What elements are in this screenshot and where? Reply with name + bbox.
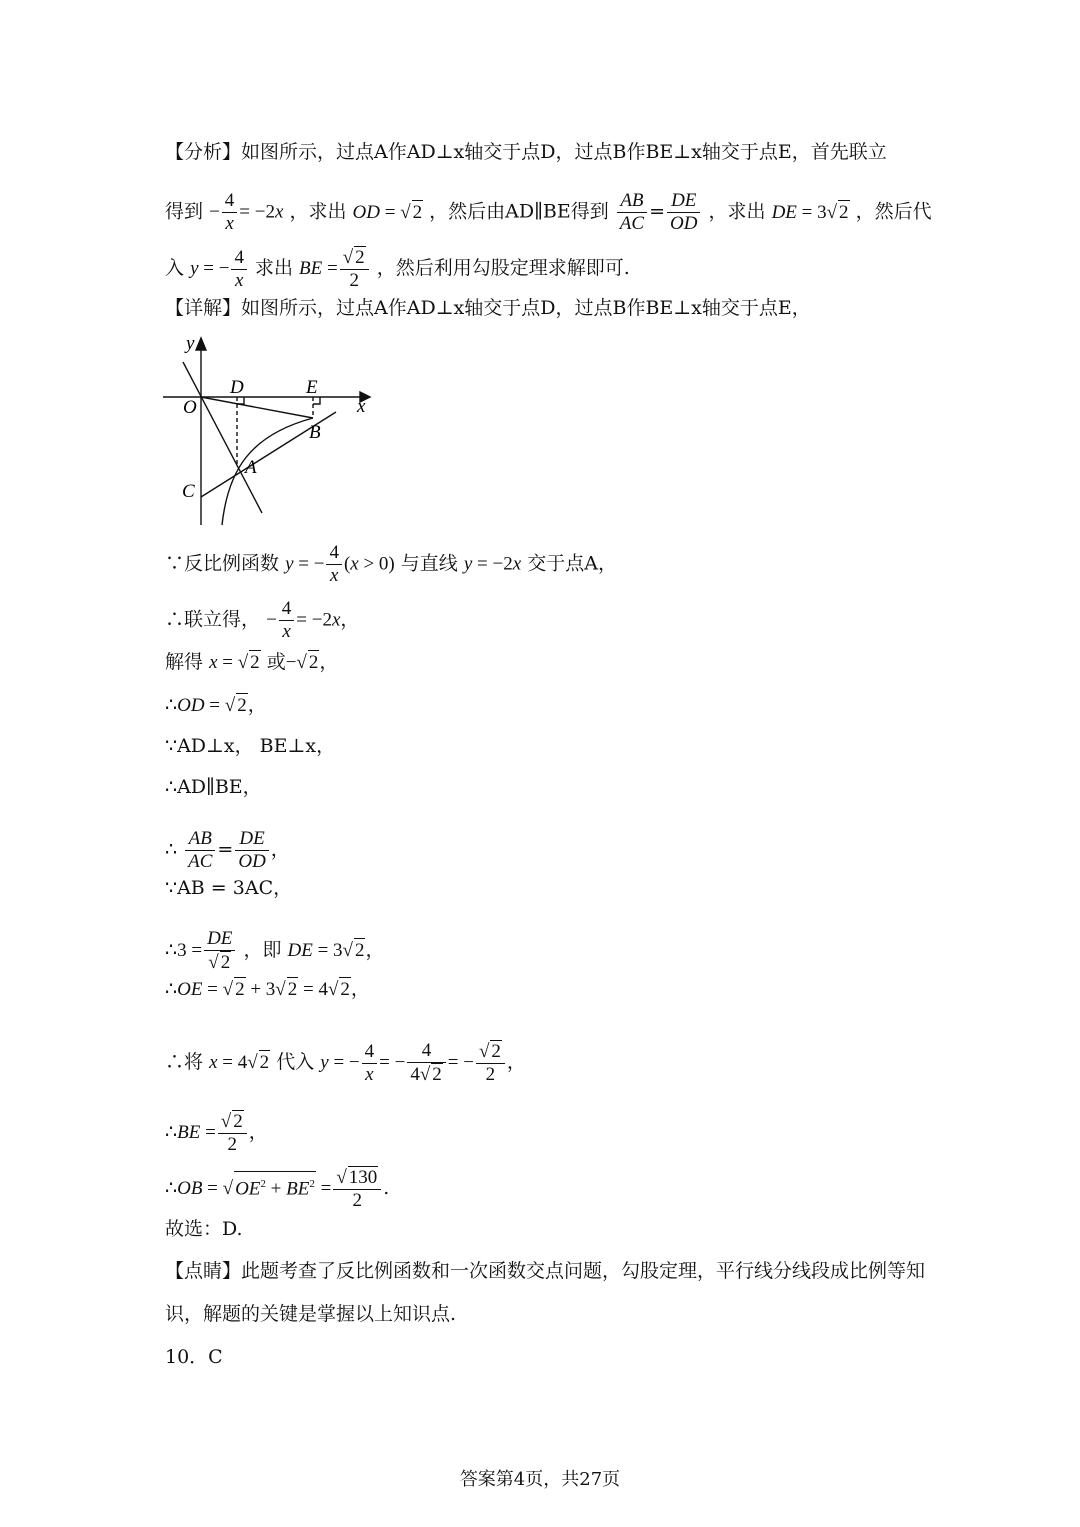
label-x: x <box>357 396 366 417</box>
remark-tag: 【点睛】 <box>165 1260 242 1282</box>
detail-tag: 【详解】 <box>165 297 242 319</box>
line-through-A <box>183 362 262 513</box>
analysis-line-2: 得到 − $\frac{4}{x}$ = −2x ，求出 OD = √ 2 ，然后由AD∥BE得到 $\frac{AB}{AC}$ = $\frac{DE}{OD}$ ，求出 DE = 3√ 2 ，然后代 <box>165 190 932 234</box>
label-A: A <box>245 457 257 478</box>
step-4: ∴OD = √ 2， <box>165 694 267 716</box>
right-angle-D <box>237 397 244 404</box>
step-11: ∴将 x = 4√ 2 代入 y = − $\frac{4}{x}$ = − $\frac{4}{4√ 2}$ = − $\frac{√ 2}{2}$ ， <box>165 1040 526 1085</box>
step-8: ∵AB = 3AC， <box>165 877 293 899</box>
step-3: 解得 x = √ 2 或−√ 2， <box>165 651 339 673</box>
remark-line-1: 【点睛】此题考查了反比例函数和一次函数交点问题，勾股定理，平行线分线段成比例等知 <box>165 1260 926 1282</box>
analysis-line-3: 入 y = − $\frac{4}{x}$ 求出 BE = $\frac{√ 2}{2}$ ，然后利用勾股定理求解即可. <box>165 246 630 291</box>
segment-OB <box>201 397 313 418</box>
geometry-figure <box>160 332 380 532</box>
label-D: D <box>230 377 244 398</box>
step-14: 故选：D. <box>165 1218 243 1240</box>
step-13: ∴OB = √ $OE^2 + BE^2$ = $\frac{√ 130}{2}$ . <box>165 1167 390 1211</box>
label-E: E <box>306 377 318 398</box>
remark-line-2: 识，解题的关键是掌握以上知识点. <box>165 1303 457 1325</box>
label-B: B <box>309 422 321 443</box>
step-7: ∴ $\frac{AB}{AC}$ = $\frac{DE}{OD}$ ， <box>165 828 290 872</box>
page-footer: 答案第4页，共27页 <box>459 1469 621 1490</box>
label-y: y <box>186 333 195 354</box>
hyperbola-curve <box>222 418 313 525</box>
analysis-tag: 【分析】 <box>165 141 242 163</box>
step-6: ∴AD∥BE， <box>165 776 262 798</box>
y-axis-arrow <box>196 338 206 350</box>
label-O: O <box>183 397 197 418</box>
step-2: ∴联立得， − $\frac{4}{x}$ = −2x， <box>165 598 360 642</box>
label-C: C <box>182 481 195 502</box>
step-10: ∴OE = √ 2 + 3√ 2 = 4√ 2， <box>165 978 370 1000</box>
step-1: ∵反比例函数 y = − $\frac{4}{x}$ (x > 0) 与直线 y = −2x 交于点A， <box>165 542 617 586</box>
step-12: ∴BE = $\frac{√ 2}{2}$ ， <box>165 1111 268 1155</box>
analysis-line-1: 【分析】如图所示，过点A作AD⊥x轴交于点D，过点B作BE⊥x轴交于点E，首先联立 <box>165 141 887 163</box>
next-answer: 10．C <box>165 1346 223 1368</box>
step-5: ∵AD⊥x， BE⊥x， <box>165 735 336 757</box>
right-angle-E <box>313 397 320 404</box>
step-9: ∴3 = $\frac{DE}{√ 2}$ ，即 DE = 3√ 2， <box>165 928 385 973</box>
detail-line-1: 【详解】如图所示，过点A作AD⊥x轴交于点D，过点B作BE⊥x轴交于点E， <box>165 297 811 319</box>
